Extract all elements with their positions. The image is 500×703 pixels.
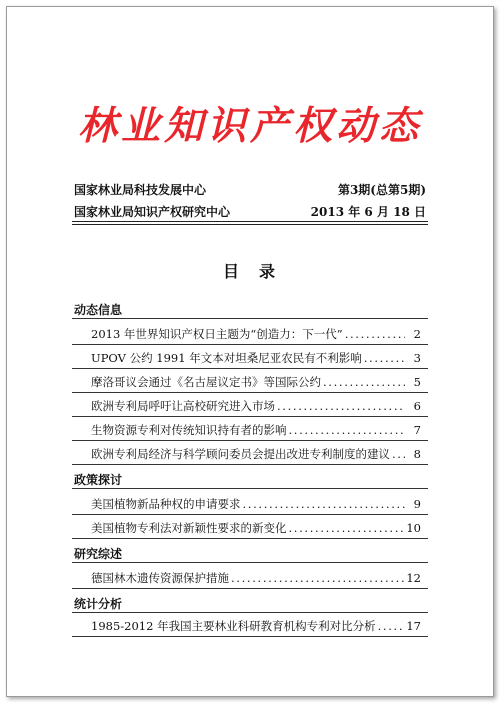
toc-entry-title: 德国林木遗传资源保护措施 [91,571,229,585]
toc-entry-page: 8 [413,447,421,461]
toc-heading: 目 录 [222,262,277,281]
dot-leader [277,399,405,413]
toc-entry[interactable] [91,570,421,586]
document-title: 林业知识产权动态 [77,104,422,149]
entry-rule [72,538,428,539]
header-row-1 [74,181,426,198]
toc-entry[interactable] [91,520,421,536]
toc-entry[interactable] [91,496,421,512]
entry-rule [72,514,428,515]
entry-rule [72,392,428,393]
header-row-2 [74,203,426,220]
org-name-1: 国家林业局科技发展中心 [74,183,207,197]
toc-entry[interactable] [91,618,421,634]
header-rule-thick [72,224,428,225]
dot-leader [378,619,405,633]
toc-entry-page: 12 [406,571,421,585]
toc-entry-page: 3 [413,351,421,365]
toc-entry-page: 2 [413,327,421,341]
header-rule-thin [72,221,428,222]
toc-entry[interactable] [91,350,421,366]
toc-entry-page: 9 [413,497,421,511]
section-heading: 政策探讨 [74,473,123,487]
entry-rule [72,636,428,637]
entry-rule [72,588,428,589]
toc-entry-page: 6 [413,399,421,413]
toc-entry-title: 生物资源专利对传统知识持有者的影响 [91,423,287,437]
toc-entry-title: 摩洛哥议会通过《名古屋议定书》等国际公约 [91,375,321,389]
section-rule [72,318,428,319]
section-rule [72,562,428,563]
toc-entry-title: 美国植物新品种权的申请要求 [91,497,241,511]
toc-entry-title: 1985-2012 年我国主要林业科研教育机构专利对比分析 [91,619,376,633]
toc-entry-page: 10 [406,521,421,535]
toc-entry-title: UPOV 公约 1991 年文本对坦桑尼亚农民有不利影响 [91,351,362,365]
issue-date: 2013 年 6 月 18 日 [310,205,426,219]
dot-leader [243,497,406,511]
org-name-2: 国家林业局知识产权研究中心 [74,205,231,219]
section-heading: 研究综述 [74,547,123,561]
entry-rule [72,344,428,345]
dot-leader [345,327,405,341]
section-heading: 统计分析 [74,597,123,611]
entry-rule [72,416,428,417]
entry-rule [72,464,428,465]
toc-entry-page: 5 [413,375,421,389]
dot-leader [392,447,405,461]
entry-rule [72,368,428,369]
section-heading: 动态信息 [74,303,123,317]
issue-number: 第3期(总第5期) [337,183,426,197]
toc-entry[interactable] [91,326,421,342]
toc-entry[interactable] [91,398,421,414]
dot-leader [289,423,406,437]
toc-entry[interactable] [91,446,421,462]
toc-entry[interactable] [91,422,421,438]
toc-entry-title: 美国植物专利法对新颖性要求的新变化 [91,521,287,535]
toc-entry-title: 2013 年世界知识产权日主题为“创造力：下一代” [91,327,343,341]
entry-rule [72,440,428,441]
toc-entry-title: 欧洲专利局经济与科学顾问委员会提出改进专利制度的建议 [91,447,390,461]
toc-entry-title: 欧洲专利局呼吁让高校研究进入市场 [91,399,275,413]
dot-leader [364,351,405,365]
section-rule [72,488,428,489]
toc-entry[interactable] [91,374,421,390]
dot-leader [231,571,404,585]
toc-entry-page: 17 [406,619,421,633]
section-rule [72,612,428,613]
toc-entry-page: 7 [413,423,421,437]
dot-leader [323,375,405,389]
dot-leader [289,521,405,535]
